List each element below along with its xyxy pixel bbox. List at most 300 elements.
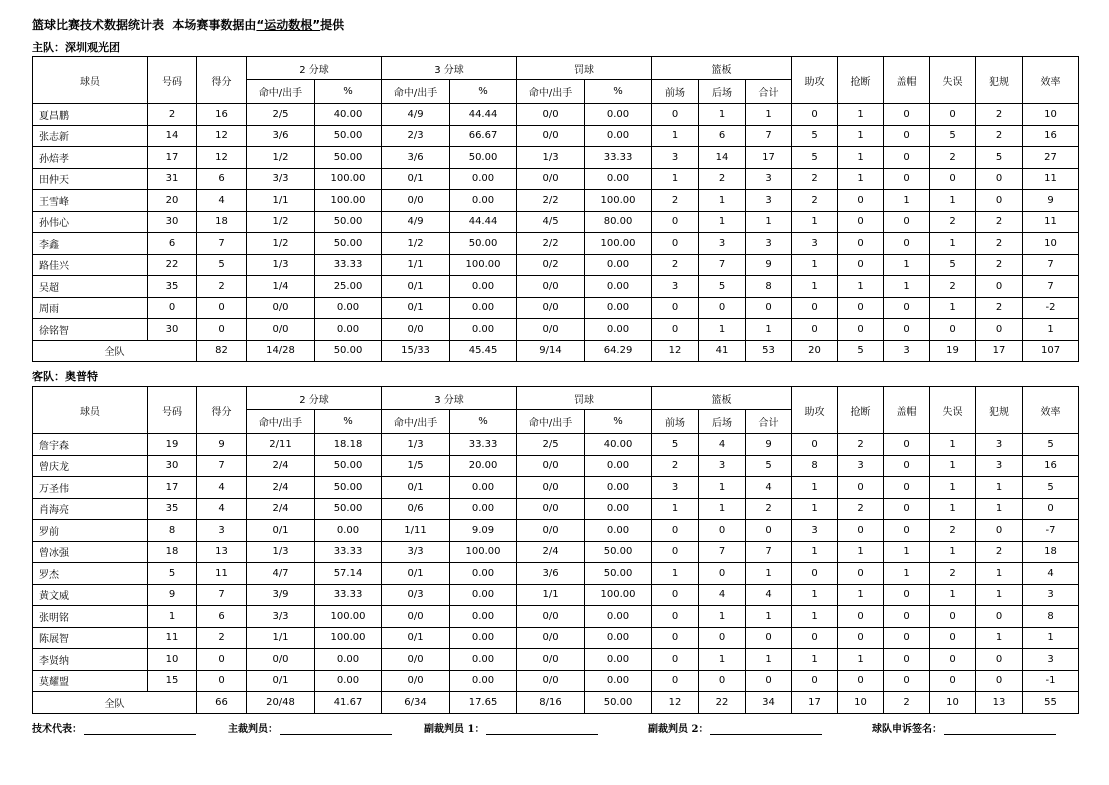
stat-cell: 0 xyxy=(652,297,699,319)
stat-cell: 0/0 xyxy=(382,319,450,341)
team-total-cell: 3 xyxy=(884,340,930,362)
stat-cell: 0 xyxy=(930,627,976,649)
stat-cell: 2/4 xyxy=(517,541,585,563)
signature-team-protest xyxy=(872,720,1056,735)
stat-cell: 1/2 xyxy=(247,233,315,255)
stat-cell: 0 xyxy=(652,541,699,563)
stat-cell: 3 xyxy=(976,434,1023,456)
stat-cell: 0 xyxy=(884,434,930,456)
stat-cell: 1 xyxy=(746,563,792,585)
subheader-defensive-rebounds: 后场 xyxy=(699,410,746,434)
stat-cell: 80.00 xyxy=(585,211,652,233)
team-total-cell: 107 xyxy=(1023,340,1079,362)
title-provided-suffix: 提供 xyxy=(320,18,345,32)
stat-cell: 9 xyxy=(148,584,197,606)
team-total-cell: 50.00 xyxy=(585,692,652,714)
stat-cell: 3/3 xyxy=(247,168,315,190)
player-row xyxy=(33,541,1079,563)
signature-umpire-2 xyxy=(648,720,822,735)
stat-cell: 2 xyxy=(930,276,976,298)
stat-cell: 0.00 xyxy=(585,477,652,499)
stat-cell: 33.33 xyxy=(450,434,517,456)
stat-cell: 9 xyxy=(197,434,247,456)
stat-cell: 50.00 xyxy=(315,211,382,233)
stat-cell: 40.00 xyxy=(585,434,652,456)
stat-cell: 0 xyxy=(792,104,838,126)
signature-label: 副裁判员 2： xyxy=(648,724,709,735)
header-free-throw: 罚球 xyxy=(517,387,652,410)
player-name-cell: 莫耀盟 xyxy=(33,670,148,692)
stat-cell: 0 xyxy=(884,211,930,233)
team-total-cell: 17 xyxy=(976,340,1023,362)
player-row xyxy=(33,233,1079,255)
team-total-cell: 66 xyxy=(197,692,247,714)
stat-cell: 3/9 xyxy=(247,584,315,606)
stat-cell: 0.00 xyxy=(315,649,382,671)
stat-cell: 0 xyxy=(884,168,930,190)
stat-cell: 1 xyxy=(838,541,884,563)
signature-umpire-1 xyxy=(424,720,598,735)
stat-cell: 3/3 xyxy=(382,541,450,563)
stat-cell: 0 xyxy=(884,670,930,692)
team-total-cell: 34 xyxy=(746,692,792,714)
stat-cell: 1 xyxy=(746,606,792,628)
stat-cell: 0/2 xyxy=(517,254,585,276)
stat-cell: 100.00 xyxy=(585,233,652,255)
stat-cell: 9.09 xyxy=(450,520,517,542)
stat-cell: 3 xyxy=(699,455,746,477)
stat-cell: 1 xyxy=(976,477,1023,499)
stat-cell: 0/1 xyxy=(382,297,450,319)
stat-cell: 1 xyxy=(838,276,884,298)
header-free-throw: 罚球 xyxy=(517,57,652,80)
stat-cell: 17 xyxy=(148,147,197,169)
stat-cell: 11 xyxy=(148,627,197,649)
stat-cell: 0 xyxy=(884,649,930,671)
stat-cell: 0/0 xyxy=(517,477,585,499)
team-total-cell: 41 xyxy=(699,340,746,362)
stat-cell: 0.00 xyxy=(450,563,517,585)
stat-cell: 5 xyxy=(792,147,838,169)
stat-cell: 0 xyxy=(930,649,976,671)
subheader-made-attempt: 命中/出手 xyxy=(517,80,585,104)
stat-cell: 0 xyxy=(884,125,930,147)
player-row xyxy=(33,649,1079,671)
stat-cell: 0/3 xyxy=(382,584,450,606)
stat-cell: 100.00 xyxy=(315,190,382,212)
stat-cell: 1 xyxy=(930,297,976,319)
player-name-cell: 罗杰 xyxy=(33,563,148,585)
header-blocks: 盖帽 xyxy=(884,57,930,104)
stat-cell: 5 xyxy=(699,276,746,298)
stat-cell: 1/3 xyxy=(517,147,585,169)
stat-cell: 0 xyxy=(792,319,838,341)
stat-cell: 5 xyxy=(930,125,976,147)
signature-label: 技术代表： xyxy=(32,724,82,735)
stat-cell: 0 xyxy=(652,606,699,628)
stat-cell: 0.00 xyxy=(450,584,517,606)
stat-cell: 1 xyxy=(652,563,699,585)
stat-cell: 0 xyxy=(699,627,746,649)
stat-cell: 1 xyxy=(148,606,197,628)
team-total-cell: 8/16 xyxy=(517,692,585,714)
stat-cell: 1 xyxy=(792,649,838,671)
header-steals: 抢断 xyxy=(838,57,884,104)
stat-cell: 2 xyxy=(792,190,838,212)
stat-cell: 10 xyxy=(1023,104,1079,126)
stat-cell: 6 xyxy=(699,125,746,147)
stat-cell: 0.00 xyxy=(585,254,652,276)
stat-cell: 100.00 xyxy=(585,190,652,212)
signature-line[interactable] xyxy=(710,723,822,735)
stat-cell: 0 xyxy=(884,520,930,542)
stat-cell: 1 xyxy=(652,125,699,147)
stat-cell: 1 xyxy=(699,498,746,520)
stat-cell: 0 xyxy=(884,477,930,499)
player-name-cell: 田仲天 xyxy=(33,168,148,190)
stat-cell: 7 xyxy=(1023,276,1079,298)
stat-cell: 1 xyxy=(792,276,838,298)
team-total-cell: 20/48 xyxy=(247,692,315,714)
stat-cell: 4 xyxy=(197,190,247,212)
stat-cell: 2 xyxy=(976,104,1023,126)
stat-cell: 2/4 xyxy=(247,455,315,477)
data-provider-name: “运动数根” xyxy=(256,18,321,32)
stat-cell: 13 xyxy=(197,541,247,563)
signature-line[interactable] xyxy=(944,723,1056,735)
signature-line[interactable] xyxy=(486,723,598,735)
signature-label: 副裁判员 1： xyxy=(424,724,485,735)
stat-cell: 1 xyxy=(884,190,930,212)
header-two-point: 2 分球 xyxy=(247,387,382,410)
away-team-stats-table xyxy=(32,386,1079,714)
team-total-cell: 10 xyxy=(930,692,976,714)
stat-cell: 1 xyxy=(792,211,838,233)
stat-cell: 4 xyxy=(699,584,746,606)
stat-cell: 1 xyxy=(746,104,792,126)
stat-cell: -1 xyxy=(1023,670,1079,692)
header-rebounds: 篮板 xyxy=(652,57,792,80)
stat-cell: 0 xyxy=(884,498,930,520)
subheader-made-attempt: 命中/出手 xyxy=(247,80,315,104)
stat-cell: 11 xyxy=(197,563,247,585)
player-name-cell: 张志新 xyxy=(33,125,148,147)
stat-cell: 35 xyxy=(148,498,197,520)
stat-cell: 1/11 xyxy=(382,520,450,542)
team-total-cell: 5 xyxy=(838,340,884,362)
stat-cell: 2 xyxy=(976,125,1023,147)
player-name-cell: 万圣伟 xyxy=(33,477,148,499)
stat-cell: 1 xyxy=(930,584,976,606)
stat-cell: 7 xyxy=(699,254,746,276)
stat-cell: 2 xyxy=(197,276,247,298)
stat-cell: 2/11 xyxy=(247,434,315,456)
player-row xyxy=(33,211,1079,233)
stat-cell: 0 xyxy=(838,477,884,499)
subheader-percent: % xyxy=(315,80,382,104)
stat-cell: 100.00 xyxy=(315,606,382,628)
stat-cell: 1/2 xyxy=(247,211,315,233)
stat-cell: 0/0 xyxy=(247,649,315,671)
stat-cell: 15 xyxy=(148,670,197,692)
stat-cell: 0.00 xyxy=(450,477,517,499)
stat-cell: 20 xyxy=(148,190,197,212)
stat-cell: 7 xyxy=(197,455,247,477)
player-row xyxy=(33,563,1079,585)
stat-cell: 50.00 xyxy=(585,541,652,563)
stat-cell: 3 xyxy=(792,520,838,542)
stat-cell: 0 xyxy=(792,670,838,692)
stat-cell: 2/5 xyxy=(517,434,585,456)
stat-cell: 5 xyxy=(930,254,976,276)
header-turnovers: 失误 xyxy=(930,57,976,104)
header-efficiency: 效率 xyxy=(1023,57,1079,104)
document-title xyxy=(32,16,344,33)
team-total-cell: 17 xyxy=(792,692,838,714)
stat-cell: 8 xyxy=(792,455,838,477)
player-name-cell: 徐铭智 xyxy=(33,319,148,341)
player-name-cell: 李贤纳 xyxy=(33,649,148,671)
stat-cell: 2 xyxy=(746,498,792,520)
player-name-cell: 孙焙孝 xyxy=(33,147,148,169)
stat-cell: 0/0 xyxy=(517,297,585,319)
stat-cell: 0 xyxy=(792,434,838,456)
stat-cell: 2 xyxy=(197,627,247,649)
stat-cell: 2 xyxy=(976,541,1023,563)
stat-cell: 0/0 xyxy=(517,168,585,190)
stat-cell: 2 xyxy=(976,297,1023,319)
stat-cell: 1 xyxy=(838,104,884,126)
team-total-cell: 45.45 xyxy=(450,340,517,362)
stat-cell: 1 xyxy=(699,190,746,212)
stat-cell: 1 xyxy=(884,541,930,563)
stat-cell: 6 xyxy=(197,168,247,190)
stat-cell: 2/3 xyxy=(382,125,450,147)
stat-cell: 0 xyxy=(838,670,884,692)
signature-label: 球队申诉签名： xyxy=(872,724,942,735)
home-team-stats-table xyxy=(32,56,1079,362)
stat-cell: 0.00 xyxy=(585,455,652,477)
stat-cell: 1 xyxy=(838,125,884,147)
stat-cell: 0.00 xyxy=(450,627,517,649)
stat-cell: 9 xyxy=(746,254,792,276)
stat-cell: 1/3 xyxy=(247,254,315,276)
stat-cell: 8 xyxy=(1023,606,1079,628)
stat-cell: 1 xyxy=(884,254,930,276)
stat-cell: 1 xyxy=(699,649,746,671)
stat-cell: 0/0 xyxy=(517,104,585,126)
signature-line[interactable] xyxy=(280,723,392,735)
stat-cell: 1 xyxy=(792,584,838,606)
stat-cell: 40.00 xyxy=(315,104,382,126)
stat-cell: 0/0 xyxy=(517,455,585,477)
player-row xyxy=(33,319,1079,341)
stat-cell: 33.33 xyxy=(315,541,382,563)
stat-cell: 0.00 xyxy=(585,498,652,520)
team-total-cell: 82 xyxy=(197,340,247,362)
header-row xyxy=(33,387,1079,410)
stat-cell: 1 xyxy=(699,319,746,341)
player-row xyxy=(33,168,1079,190)
stat-cell: 1 xyxy=(884,276,930,298)
player-name-cell: 李鑫 xyxy=(33,233,148,255)
team-total-cell: 17.65 xyxy=(450,692,517,714)
stat-cell: 0 xyxy=(976,520,1023,542)
stat-cell: 27 xyxy=(1023,147,1079,169)
stat-cell: 12 xyxy=(197,147,247,169)
stat-cell: 2 xyxy=(930,563,976,585)
stat-cell: 2 xyxy=(148,104,197,126)
stat-cell: 0 xyxy=(699,563,746,585)
header-number: 号码 xyxy=(148,57,197,104)
stat-cell: 33.33 xyxy=(315,254,382,276)
stat-cell: 1 xyxy=(930,190,976,212)
stat-cell: 0 xyxy=(884,606,930,628)
stat-cell: 0 xyxy=(930,670,976,692)
stat-cell: 2 xyxy=(930,211,976,233)
stat-cell: 1 xyxy=(792,498,838,520)
stat-cell: 3 xyxy=(652,276,699,298)
stat-cell: 6 xyxy=(197,606,247,628)
stat-cell: 0 xyxy=(976,319,1023,341)
stat-cell: 4/7 xyxy=(247,563,315,585)
stat-cell: 0.00 xyxy=(585,520,652,542)
stat-cell: 1/2 xyxy=(382,233,450,255)
stat-cell: 2 xyxy=(976,254,1023,276)
team-total-row xyxy=(33,340,1079,362)
team-total-cell: 20 xyxy=(792,340,838,362)
stat-cell: -7 xyxy=(1023,520,1079,542)
stat-cell: 0.00 xyxy=(585,670,652,692)
header-fouls: 犯规 xyxy=(976,57,1023,104)
stat-cell: 50.00 xyxy=(450,233,517,255)
subheader-made-attempt: 命中/出手 xyxy=(247,410,315,434)
stat-cell: 0 xyxy=(652,233,699,255)
stat-cell: 1 xyxy=(976,584,1023,606)
stat-cell: 0/1 xyxy=(382,627,450,649)
stat-cell: 8 xyxy=(148,520,197,542)
away-team-label: 客队：奥普特 xyxy=(32,370,98,383)
stat-cell: 1 xyxy=(838,649,884,671)
signature-technical-delegate xyxy=(32,720,196,735)
stat-cell: 0 xyxy=(652,670,699,692)
stat-cell: 17 xyxy=(148,477,197,499)
stat-cell: 0 xyxy=(838,211,884,233)
player-row xyxy=(33,434,1079,456)
stat-cell: 0/0 xyxy=(517,670,585,692)
stat-cell: 0 xyxy=(976,168,1023,190)
stat-cell: 1 xyxy=(746,211,792,233)
subheader-offensive-rebounds: 前场 xyxy=(652,410,699,434)
stat-cell: 1 xyxy=(838,147,884,169)
stat-cell: 10 xyxy=(1023,233,1079,255)
subheader-percent: % xyxy=(315,410,382,434)
stat-cell: 0.00 xyxy=(585,606,652,628)
stat-cell: 1 xyxy=(699,606,746,628)
stat-cell: 1 xyxy=(699,477,746,499)
stat-cell: 2/4 xyxy=(247,477,315,499)
stat-cell: 0 xyxy=(884,584,930,606)
stat-cell: 0/0 xyxy=(382,670,450,692)
stat-cell: 0 xyxy=(838,606,884,628)
stat-cell: 0 xyxy=(652,104,699,126)
stat-cell: 0 xyxy=(930,168,976,190)
stat-cell: 3 xyxy=(652,147,699,169)
stat-cell: 1 xyxy=(838,168,884,190)
stat-cell: 44.44 xyxy=(450,211,517,233)
home-team-label: 主队：深圳观光团 xyxy=(32,41,120,54)
stat-cell: 0/6 xyxy=(382,498,450,520)
stat-cell: 14 xyxy=(148,125,197,147)
stat-cell: 1 xyxy=(976,627,1023,649)
stat-cell: 0/1 xyxy=(382,276,450,298)
stat-cell: 0 xyxy=(792,297,838,319)
team-total-cell: 64.29 xyxy=(585,340,652,362)
header-three-point: 3 分球 xyxy=(382,387,517,410)
stat-cell: 3 xyxy=(1023,584,1079,606)
subheader-offensive-rebounds: 前场 xyxy=(652,80,699,104)
stat-cell: 1 xyxy=(652,168,699,190)
stat-cell: 1 xyxy=(792,541,838,563)
stat-cell: 20.00 xyxy=(450,455,517,477)
stat-cell: 0.00 xyxy=(315,670,382,692)
stat-cell: 0 xyxy=(976,670,1023,692)
stat-cell: 0.00 xyxy=(585,649,652,671)
stat-cell: 3/3 xyxy=(247,606,315,628)
stat-cell: 0/1 xyxy=(382,477,450,499)
stat-cell: 7 xyxy=(197,584,247,606)
stat-cell: 0.00 xyxy=(450,319,517,341)
stat-cell: 30 xyxy=(148,319,197,341)
stat-cell: 0.00 xyxy=(585,319,652,341)
stat-cell: 1/1 xyxy=(517,584,585,606)
subheader-percent: % xyxy=(585,410,652,434)
stat-cell: 0/1 xyxy=(247,670,315,692)
signature-row xyxy=(32,720,1078,736)
header-two-point: 2 分球 xyxy=(247,57,382,80)
stat-cell: 16 xyxy=(1023,125,1079,147)
stat-cell: 0.00 xyxy=(585,168,652,190)
player-row xyxy=(33,520,1079,542)
stat-cell: 35 xyxy=(148,276,197,298)
player-name-cell: 路佳兴 xyxy=(33,254,148,276)
player-row xyxy=(33,254,1079,276)
stat-cell: 0 xyxy=(792,563,838,585)
signature-line[interactable] xyxy=(84,723,196,735)
stat-cell: 7 xyxy=(699,541,746,563)
stat-cell: 4 xyxy=(197,498,247,520)
stat-cell: 2/4 xyxy=(247,498,315,520)
stat-cell: 4 xyxy=(746,477,792,499)
player-row xyxy=(33,190,1079,212)
stat-cell: 4 xyxy=(699,434,746,456)
stat-cell: 0 xyxy=(699,297,746,319)
header-points: 得分 xyxy=(197,57,247,104)
stat-cell: 1 xyxy=(746,649,792,671)
stat-cell: 4 xyxy=(1023,563,1079,585)
stat-cell: 0 xyxy=(884,627,930,649)
stat-cell: 0 xyxy=(652,584,699,606)
stat-cell: 1 xyxy=(699,104,746,126)
header-assists: 助攻 xyxy=(792,57,838,104)
stat-cell: 1 xyxy=(930,434,976,456)
stat-cell: 0 xyxy=(884,297,930,319)
stat-cell: 0/1 xyxy=(247,520,315,542)
player-row xyxy=(33,104,1079,126)
player-row xyxy=(33,498,1079,520)
subheader-total-rebounds: 合计 xyxy=(746,80,792,104)
player-name-cell: 詹宇森 xyxy=(33,434,148,456)
